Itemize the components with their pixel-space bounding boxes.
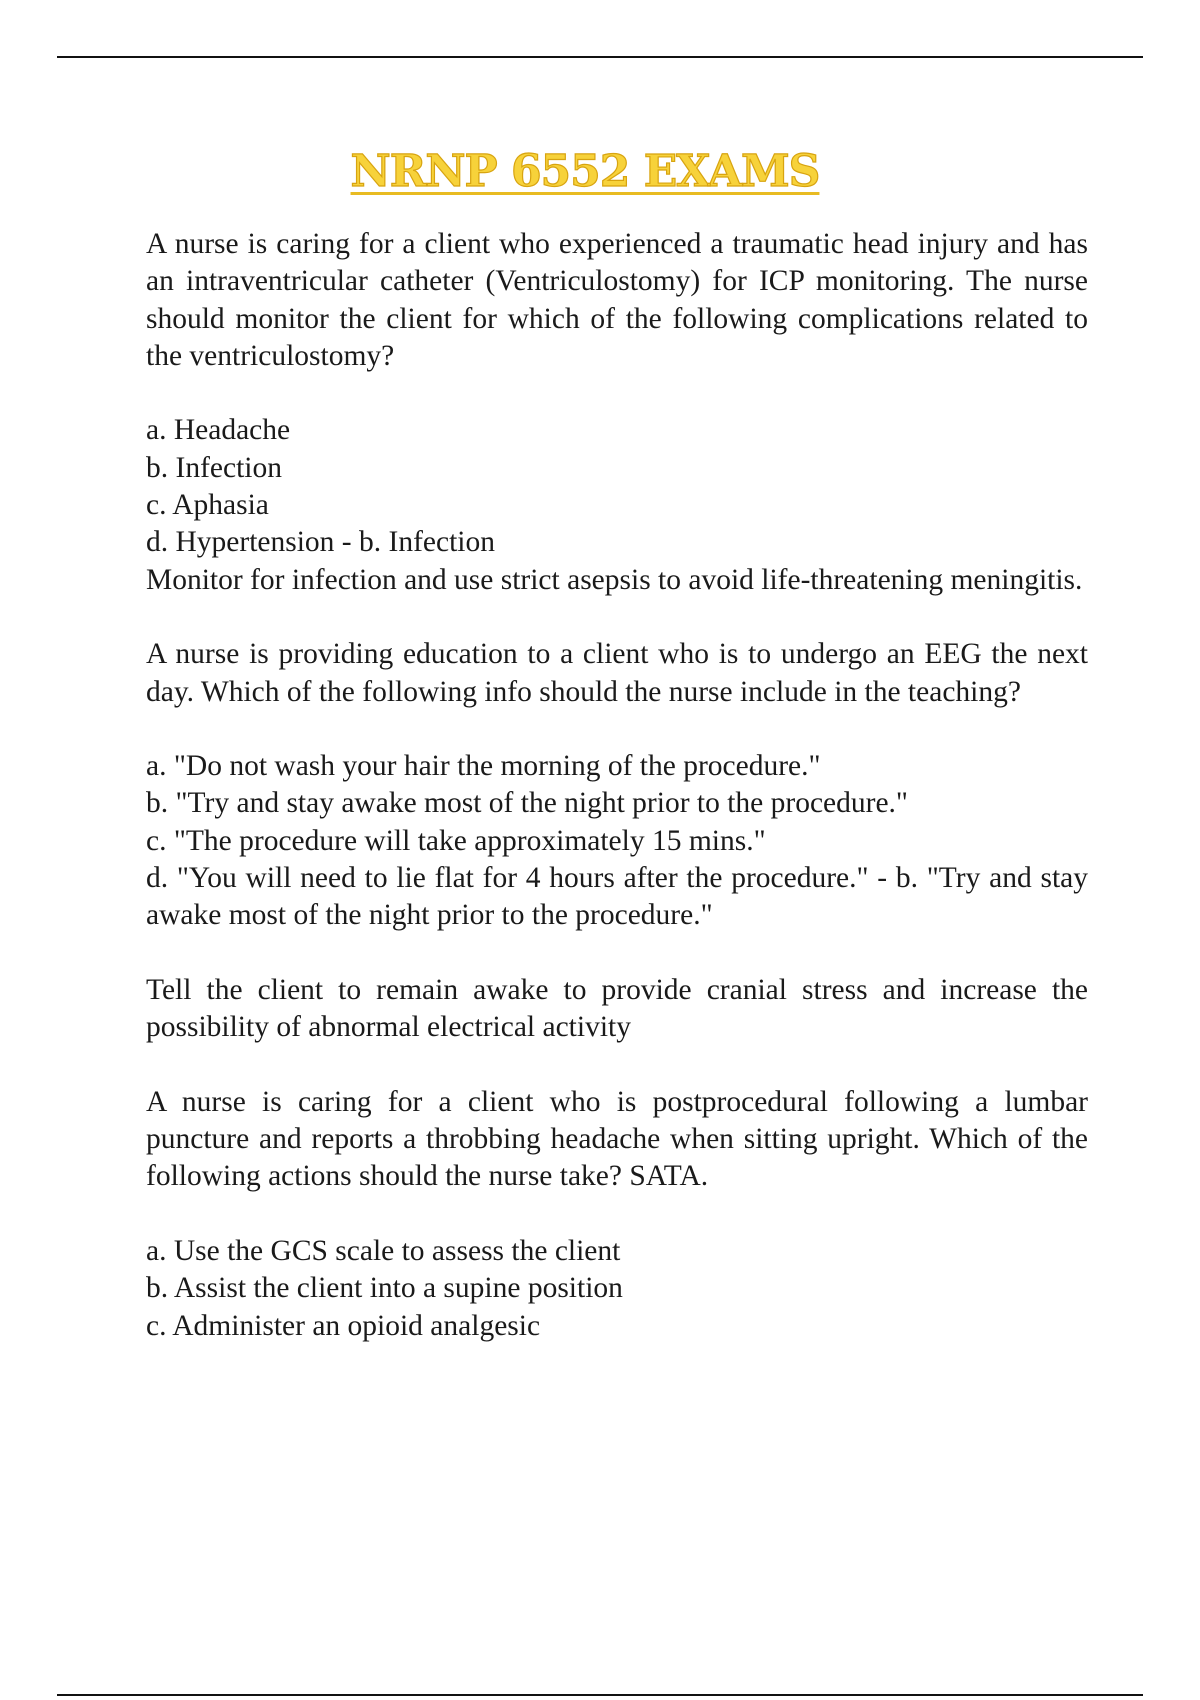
top-rule — [57, 56, 1143, 58]
question-2-option-b: b. "Try and stay awake most of the night prior to the procedure." — [146, 787, 908, 820]
question-2-stem: A nurse is providing education to a client who is to undergo an EEG the next day. Which of the following info should the nurse include in the teaching? — [146, 638, 1088, 708]
question-1-option-c: c. Aphasia — [146, 489, 269, 522]
question-3-options — [146, 1233, 1088, 1345]
question-1-option-b: b. Infection — [146, 451, 282, 484]
question-1-rationale: Monitor for infection and use strict asepsis to avoid life-threatening meningitis. — [146, 563, 1083, 596]
question-2-option-a: a. "Do not wash your hair the morning of the procedure." — [146, 750, 821, 783]
question-3-stem: A nurse is caring for a client who is postprocedural following a lumbar puncture and reports a throbbing headache when sitting upright. Which of the following actions should the nurse take? SATA. — [146, 1085, 1088, 1193]
question-1-option-a: a. Headache — [146, 414, 291, 447]
question-2-rationale: Tell the client to remain awake to provide cranial stress and increase the possibility of abnormal electrical activity — [146, 973, 1088, 1044]
question-2-option-d-answer: d. "You will need to lie flat for 4 hours after the procedure." - b. "Try and stay awake most of the night prior to the procedure." — [146, 862, 1088, 932]
question-3-option-c: c. Administer an opioid analgesic — [146, 1309, 541, 1342]
question-3-option-a: a. Use the GCS scale to assess the client — [146, 1235, 621, 1268]
question-1-stem: A nurse is caring for a client who experienced a traumatic head injury and has an intraventricular catheter (Ventriculostomy) for ICP monitoring. The nurse should monitor the client for which of the following complications related to the ventriculostomy? — [146, 228, 1088, 372]
question-2-options — [146, 748, 1088, 860]
question-2-option-c: c. "The procedure will take approximately 15 mins." — [146, 824, 766, 857]
bottom-rule — [57, 1694, 1143, 1696]
document-body — [146, 226, 1088, 1345]
question-3-option-b: b. Assist the client into a supine position — [146, 1272, 623, 1305]
question-1-options — [146, 412, 1088, 561]
document-title: NRNP 6552 EXAMS — [350, 146, 820, 197]
question-1-option-d-answer: d. Hypertension - b. Infection — [146, 526, 495, 559]
